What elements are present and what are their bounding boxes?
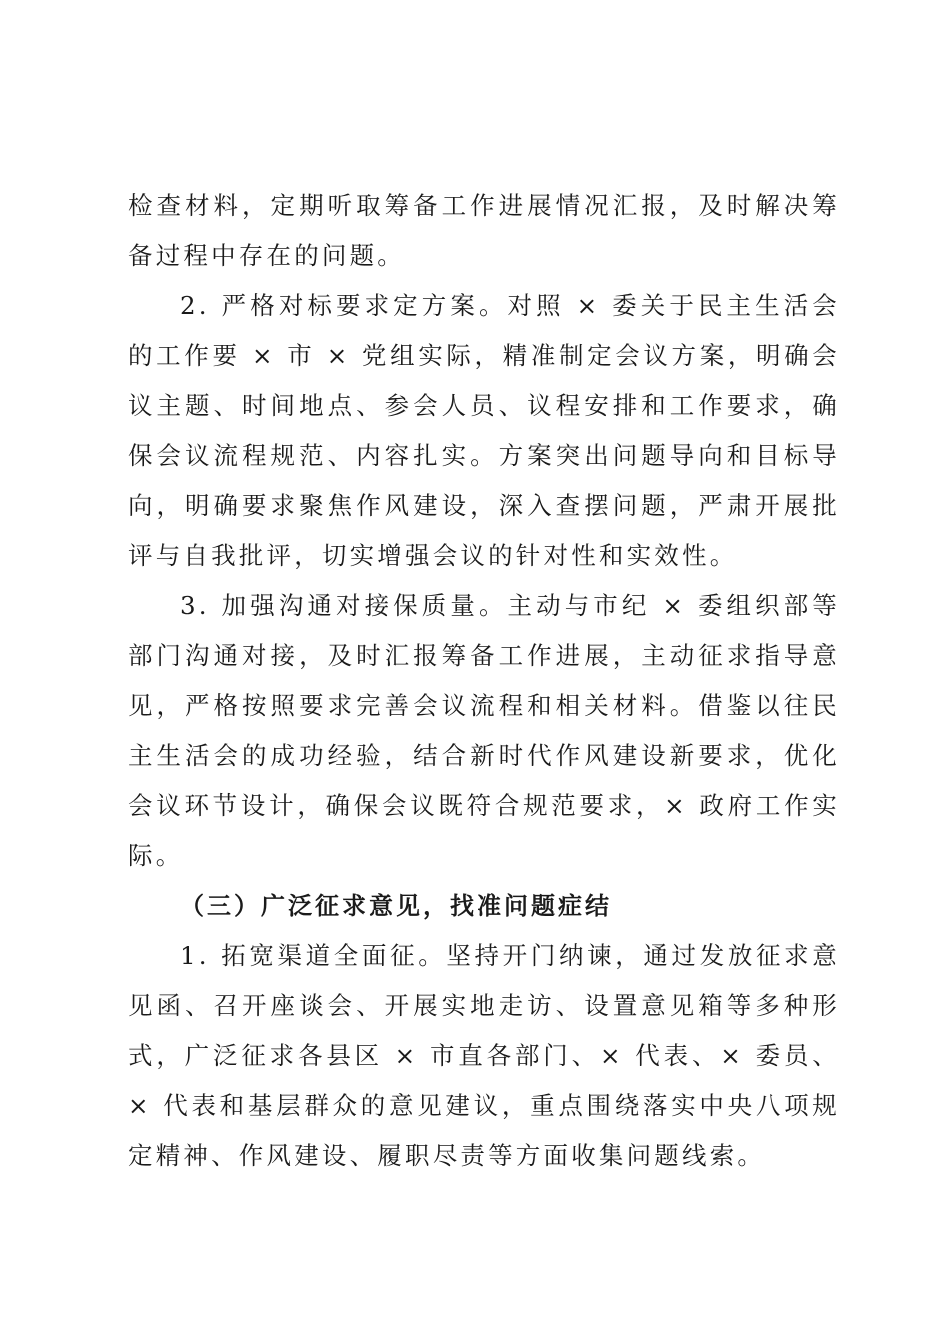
- paragraph-item-2: 2. 严格对标要求定方案。对照 × 委关于民主生活会的工作要 × 市 × 党组实际，精准制定会议方案，明确会议主题、时间地点、参会人员、议程安排和工作要求，确保会议流程规范、内容扎实。方案突出问题导向和目标导向，明确要求聚焦作风建设，深入查摆问题，严肃开展批评与自我批评，切实增强会议的针对性和实效性。: [128, 291, 840, 570]
- paragraph-item-1: 1. 拓宽渠道全面征。坚持开门纳谏，通过发放征求意见函、召开座谈会、开展实地走访、设置意见箱等多种形式，广泛征求各县区 × 市直各部门、× 代表、× 委员、× 代表和基层群众的意见建议，重点围绕落实中央八项规定精神、作风建设、履职尽责等方面收集问题线索。: [128, 941, 840, 1170]
- paragraph-item-3: 3. 加强沟通对接保质量。主动与市纪 × 委组织部等部门沟通对接，及时汇报筹备工作进展，主动征求指导意见，严格按照要求完善会议流程和相关材料。借鉴以往民主生活会的成功经验，结合新时代作风建设新要求，优化会议环节设计，确保会议既符合规范要求，× 政府工作实际。: [128, 591, 840, 870]
- section-heading-3: （三）广泛征求意见，找准问题症结: [180, 892, 612, 920]
- document-body: [128, 181, 840, 1181]
- paragraph-continuation: 检查材料，定期听取筹备工作进展情况汇报，及时解决筹备过程中存在的问题。: [128, 191, 840, 270]
